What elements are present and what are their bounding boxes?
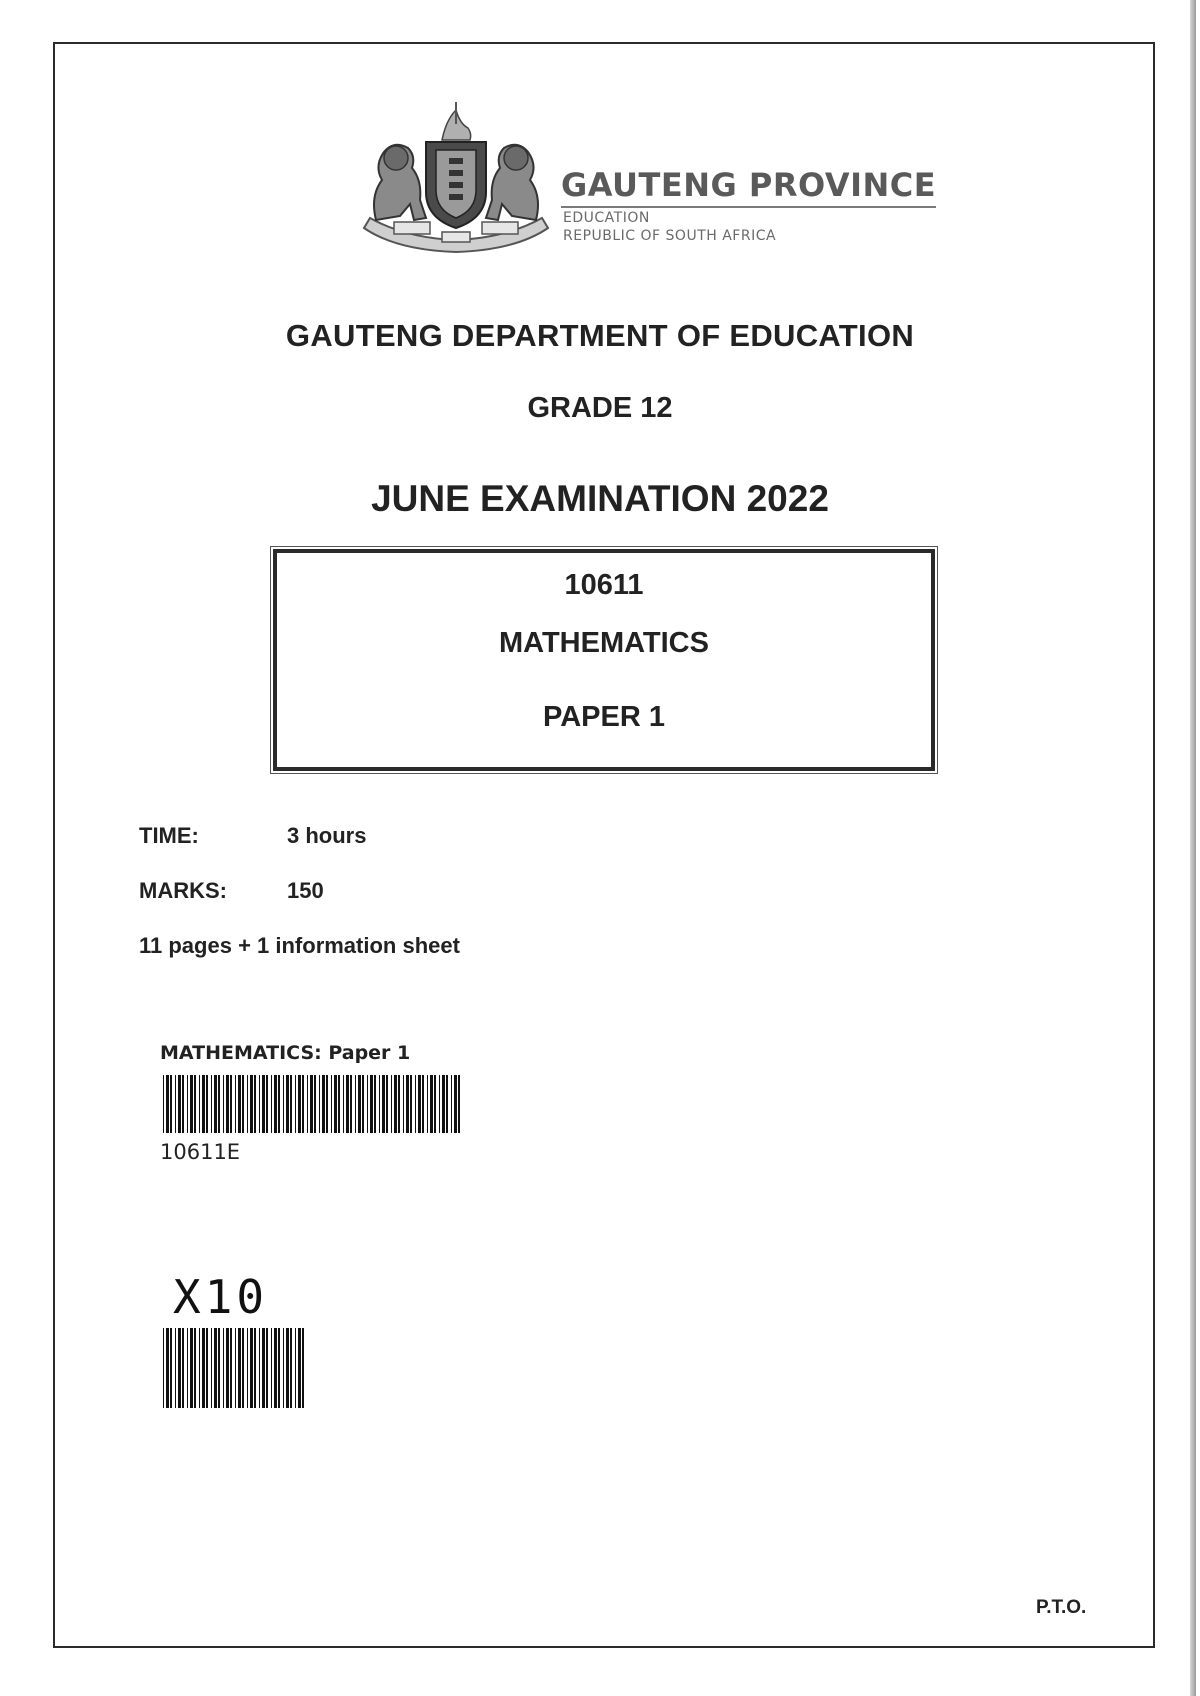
barcode-bar	[238, 1075, 241, 1133]
barcode-bar	[194, 1328, 196, 1408]
scan-edge	[1190, 0, 1196, 1696]
barcode-bar	[266, 1075, 268, 1133]
barcode-bar	[259, 1075, 260, 1133]
barcode-bar	[302, 1075, 304, 1133]
barcode-bar	[355, 1075, 356, 1133]
barcode-bar	[298, 1328, 301, 1408]
barcode-bar	[374, 1075, 376, 1133]
barcode-bar	[254, 1075, 256, 1133]
barcode-bar	[338, 1075, 340, 1133]
barcode-number: 10611E	[160, 1140, 241, 1164]
barcode-bar	[283, 1328, 284, 1408]
time-value: 3 hours	[287, 823, 367, 848]
barcode-bar	[163, 1328, 164, 1408]
barcode-bar	[202, 1328, 205, 1408]
time-label: TIME:	[139, 823, 199, 848]
barcode-bar	[430, 1075, 433, 1133]
barcode-bar	[278, 1075, 280, 1133]
barcode-bar	[458, 1075, 460, 1133]
barcode-bar	[439, 1075, 440, 1133]
barcode-bar	[403, 1075, 404, 1133]
barcode-bar	[406, 1075, 409, 1133]
barcode-bar	[295, 1075, 296, 1133]
barcode-bar	[242, 1328, 244, 1408]
barcode-bar	[178, 1075, 181, 1133]
barcode-bar	[238, 1328, 241, 1408]
barcode-bar	[422, 1075, 424, 1133]
barcode-bar	[382, 1075, 385, 1133]
grade-heading: GRADE 12	[527, 392, 673, 424]
barcode-bar	[290, 1075, 292, 1133]
barcode-bar	[250, 1075, 253, 1133]
barcode-bar	[259, 1328, 260, 1408]
barcode-bar	[163, 1075, 164, 1133]
barcode-bar	[343, 1075, 344, 1133]
page-count: 11 pages + 1 information sheet	[139, 933, 460, 958]
barcode-bar	[346, 1075, 349, 1133]
province-logo	[356, 100, 937, 260]
barcode-bar	[454, 1075, 457, 1133]
barcode-bar	[194, 1075, 196, 1133]
barcode-bar	[370, 1075, 373, 1133]
barcode-bar	[286, 1075, 289, 1133]
marks-value: 150	[287, 878, 324, 903]
barcode-bar	[242, 1075, 244, 1133]
barcode-bar	[274, 1328, 277, 1408]
barcode-bar	[286, 1328, 289, 1408]
marks-label: MARKS:	[139, 878, 227, 903]
secondary-barcode-icon	[163, 1328, 308, 1408]
barcode-bar	[271, 1075, 272, 1133]
barcode-bar	[202, 1075, 205, 1133]
barcode-bar	[206, 1075, 208, 1133]
barcode-bar	[307, 1075, 308, 1133]
department-heading: GAUTENG DEPARTMENT OF EDUCATION	[285, 318, 915, 353]
barcode-label: MATHEMATICS: Paper 1	[160, 1042, 411, 1064]
barcode-bar	[223, 1328, 224, 1408]
barcode-bar	[199, 1328, 200, 1408]
barcode-bar	[226, 1328, 229, 1408]
barcode-bar	[187, 1075, 188, 1133]
barcode-bar	[358, 1075, 361, 1133]
barcode-bar	[230, 1328, 232, 1408]
logo-subtitle-education: EDUCATION	[563, 210, 650, 226]
barcode-bar	[218, 1075, 220, 1133]
barcode-bar	[302, 1328, 304, 1408]
barcode-bar	[247, 1328, 248, 1408]
barcode-bar	[290, 1328, 292, 1408]
barcode-bar	[434, 1075, 436, 1133]
please-turn-over: P.T.O.	[1036, 1597, 1087, 1618]
barcode-bar	[262, 1075, 265, 1133]
barcode-bar	[178, 1328, 181, 1408]
barcode-bar	[278, 1328, 280, 1408]
barcode-bar	[235, 1075, 236, 1133]
barcode-bar	[415, 1075, 416, 1133]
barcode-bar	[418, 1075, 421, 1133]
paper-number: PAPER 1	[543, 701, 665, 733]
barcode-bar	[271, 1328, 272, 1408]
logo-title: GAUTENG PROVINCE	[561, 166, 936, 208]
barcode-bar	[386, 1075, 388, 1133]
barcode-bar	[322, 1075, 325, 1133]
marks-row	[139, 878, 324, 904]
subject-name: MATHEMATICS	[499, 627, 709, 659]
barcode-bar	[350, 1075, 352, 1133]
barcode-bar	[166, 1075, 169, 1133]
barcode-icon	[163, 1075, 463, 1133]
barcode-bar	[254, 1328, 256, 1408]
barcode-bar	[274, 1075, 277, 1133]
barcode-bar	[331, 1075, 332, 1133]
logo-subtitle-country: REPUBLIC OF SOUTH AFRICA	[563, 228, 777, 244]
barcode-bar	[398, 1075, 400, 1133]
barcode-bar	[367, 1075, 368, 1133]
barcode-bar	[247, 1075, 248, 1133]
time-row	[139, 823, 366, 849]
barcode-bar	[190, 1075, 193, 1133]
barcode-bar	[190, 1328, 193, 1408]
barcode-bar	[187, 1328, 188, 1408]
barcode-bar	[175, 1328, 176, 1408]
barcode-bar	[326, 1075, 328, 1133]
barcode-bar	[199, 1075, 200, 1133]
barcode-bar	[182, 1075, 184, 1133]
barcode-bar	[218, 1328, 220, 1408]
barcode-bar	[427, 1075, 428, 1133]
exam-heading: JUNE EXAMINATION 2022	[371, 478, 829, 519]
barcode-bar	[235, 1328, 236, 1408]
barcode-bar	[362, 1075, 364, 1133]
barcode-bar	[451, 1075, 452, 1133]
barcode-bar	[410, 1075, 412, 1133]
barcode-bar	[214, 1328, 217, 1408]
subject-code: 10611	[564, 569, 644, 601]
barcode-bar	[266, 1328, 268, 1408]
barcode-bar	[250, 1328, 253, 1408]
barcode-bar	[295, 1328, 296, 1408]
coat-of-arms-icon	[356, 100, 556, 260]
barcode-bar	[166, 1328, 169, 1408]
barcode-bar	[230, 1075, 232, 1133]
barcode-bar	[206, 1328, 208, 1408]
barcode-bar	[182, 1328, 184, 1408]
barcode-bar	[175, 1075, 176, 1133]
barcode-bar	[391, 1075, 392, 1133]
barcode-bar	[211, 1328, 212, 1408]
barcode-bar	[394, 1075, 397, 1133]
subject-box	[273, 549, 935, 771]
barcode-bar	[298, 1075, 301, 1133]
barcode-bar	[214, 1075, 217, 1133]
barcode-bar	[319, 1075, 320, 1133]
barcode-bar	[379, 1075, 380, 1133]
barcode-bar	[442, 1075, 445, 1133]
barcode-bar	[170, 1328, 172, 1408]
sort-code: X10	[173, 1270, 269, 1324]
barcode-bar	[170, 1075, 172, 1133]
barcode-bar	[262, 1328, 265, 1408]
barcode-bar	[334, 1075, 337, 1133]
barcode-bar	[314, 1075, 316, 1133]
barcode-bar	[310, 1075, 313, 1133]
barcode-bar	[283, 1075, 284, 1133]
barcode-bar	[446, 1075, 448, 1133]
barcode-bar	[223, 1075, 224, 1133]
barcode-bar	[226, 1075, 229, 1133]
barcode-bar	[211, 1075, 212, 1133]
